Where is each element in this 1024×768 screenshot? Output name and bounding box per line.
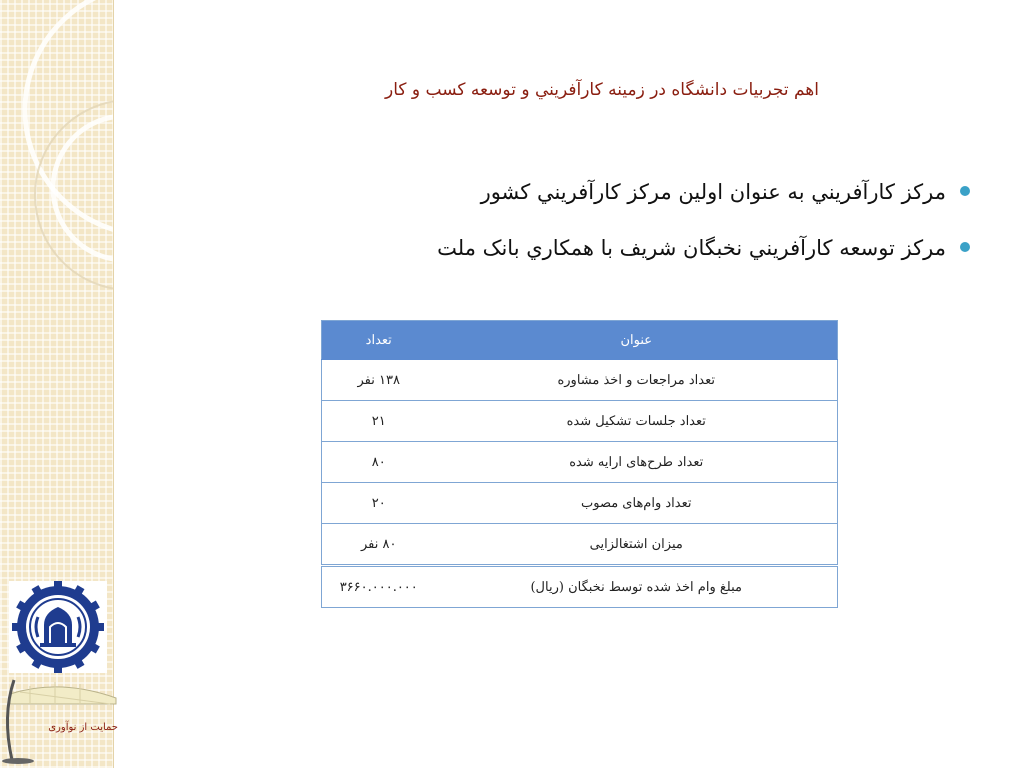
bullet-text: مركز كارآفريني به عنوان اولين مركز كارآفريني كشور: [480, 180, 946, 204]
table-row: [322, 483, 838, 524]
cell-count: ۱۳۸ نفر: [322, 360, 436, 401]
university-logo-icon: [9, 581, 107, 673]
table-row: [322, 566, 838, 608]
bullet-item: [276, 228, 976, 268]
statistics-table: [321, 320, 838, 608]
table-row: [322, 524, 838, 566]
bullet-list: [276, 172, 976, 284]
cell-title: تعداد مراجعات و اخذ مشاوره: [435, 360, 837, 401]
cell-title: مبلغ وام اخذ شده توسط نخبگان (ریال): [435, 566, 837, 608]
bullet-dot-icon: [960, 186, 970, 196]
innovation-umbrella-icon: [0, 676, 118, 766]
cell-count: ۲۱: [322, 401, 436, 442]
cell-count: ۸۰: [322, 442, 436, 483]
table-row: [322, 442, 838, 483]
header-title: عنوان: [435, 321, 837, 360]
table-header-row: [322, 321, 838, 360]
cell-count: ۳۶۶۰.۰۰۰.۰۰۰: [322, 566, 436, 608]
bullet-text: مركز توسعه كارآفريني نخبگان شريف با همكاري بانک ملت: [437, 236, 946, 260]
header-count: تعداد: [322, 321, 436, 360]
slide-title: اهم تجربيات دانشگاه در زمينه كارآفريني و توسعه كسب و كار: [385, 80, 819, 100]
cell-count: ۸۰ نفر: [322, 524, 436, 566]
table-row: [322, 360, 838, 401]
promo-caption: حمایت از نوآوری: [48, 722, 118, 733]
cell-title: میزان اشتغالزایی: [435, 524, 837, 566]
cell-title: تعداد طرح‌های ارایه شده: [435, 442, 837, 483]
bullet-item: [276, 172, 976, 212]
cell-title: تعداد جلسات تشکیل شده: [435, 401, 837, 442]
cell-count: ۲۰: [322, 483, 436, 524]
cell-title: تعداد وام‌های مصوب: [435, 483, 837, 524]
table-row: [322, 401, 838, 442]
bullet-dot-icon: [960, 242, 970, 252]
